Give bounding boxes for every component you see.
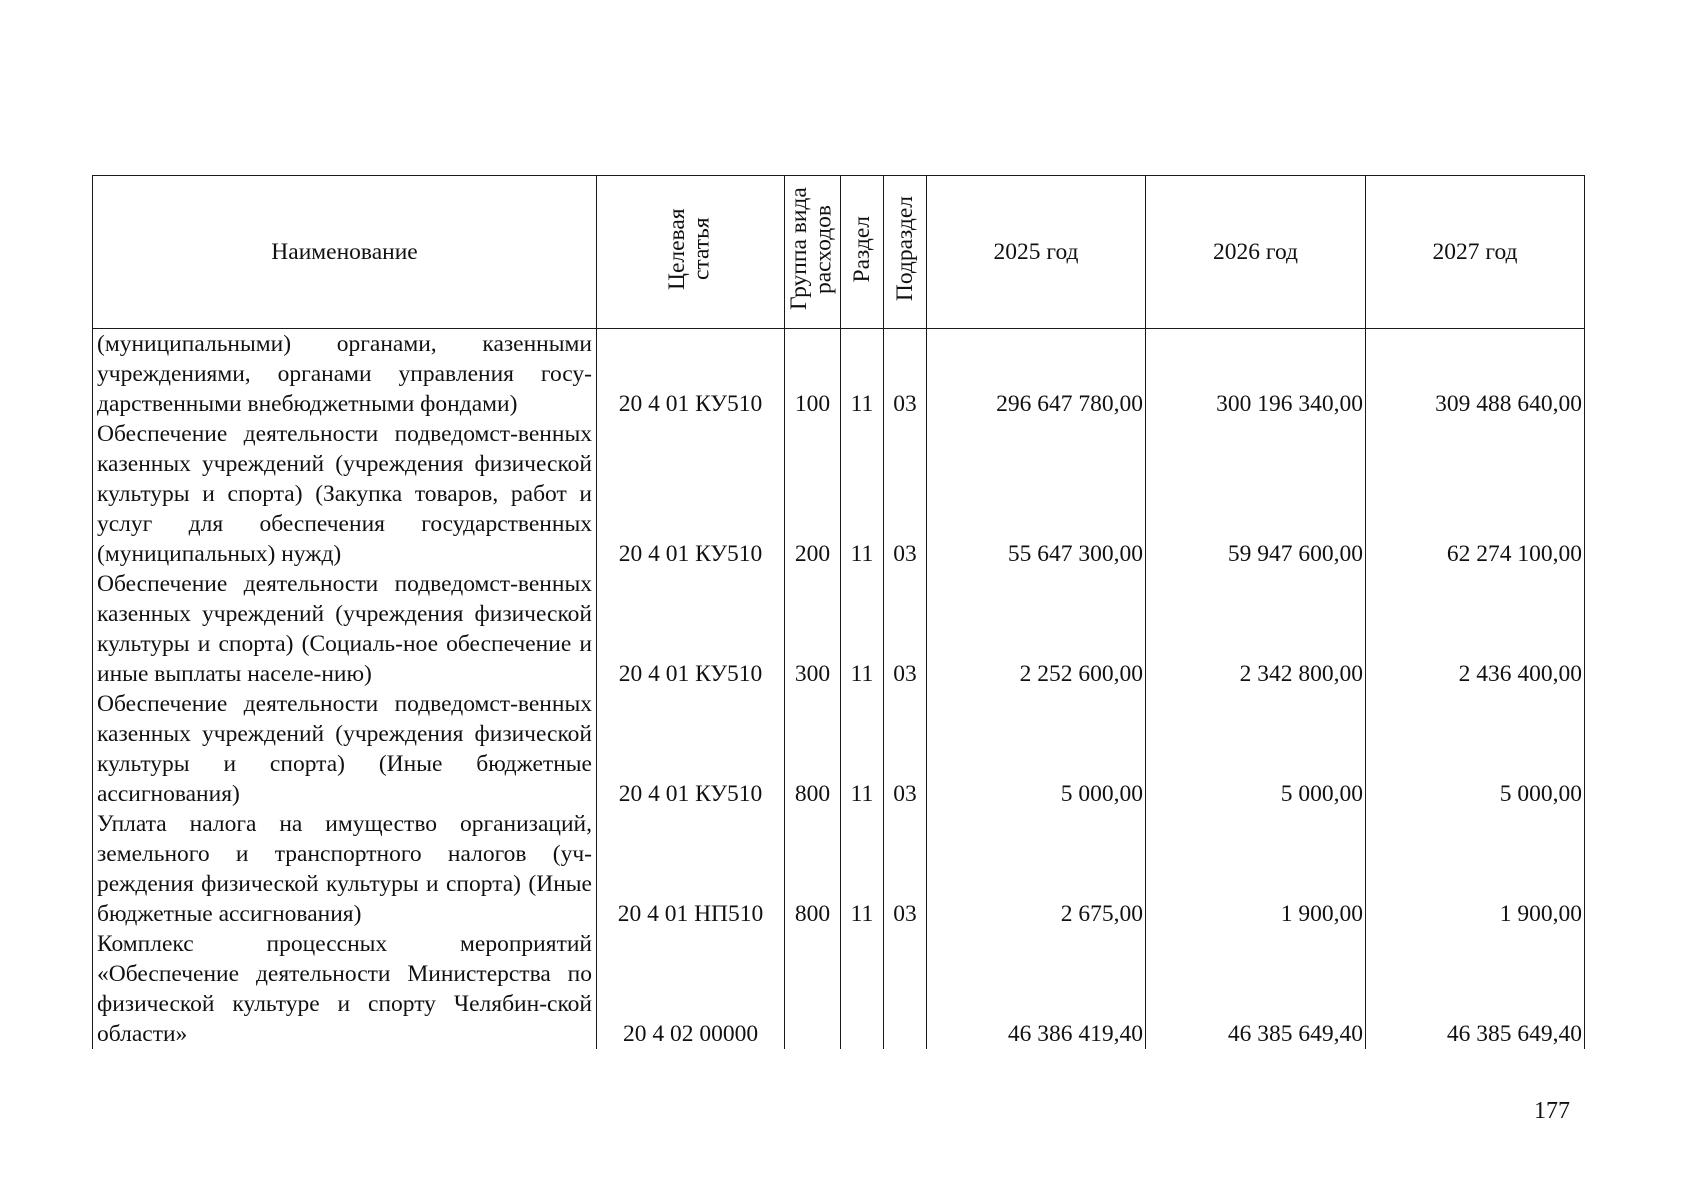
row-name: Обеспечение деятельности подведомст-венных казенных учреждений (учреждения физической культуры и спорта) (Социаль-ное обеспечение и иные выплаты населе-нию) bbox=[93, 569, 597, 689]
row-amount-2027: 2 436 400,00 bbox=[1366, 569, 1585, 689]
budget-table bbox=[92, 175, 1585, 1049]
row-expense-group bbox=[785, 929, 841, 1049]
row-expense-group: 200 bbox=[785, 419, 841, 569]
row-target-article: 20 4 01 КУ510 bbox=[597, 328, 785, 419]
header-name: Наименование bbox=[93, 176, 597, 329]
header-section: Раздел bbox=[841, 176, 884, 329]
row-target-article: 20 4 01 КУ510 bbox=[597, 419, 785, 569]
row-expense-group: 800 bbox=[785, 689, 841, 809]
row-amount-2026: 2 342 800,00 bbox=[1146, 569, 1366, 689]
row-amount-2026: 46 385 649,40 bbox=[1146, 929, 1366, 1049]
row-amount-2025: 296 647 780,00 bbox=[927, 328, 1146, 419]
row-name: Обеспечение деятельности подведомст-венных казенных учреждений (учреждения физической культуры и спорта) (Закупка товаров, работ и услуг для обеспечения государственных (муниципальных) нужд) bbox=[93, 419, 597, 569]
row-target-article: 20 4 01 КУ510 bbox=[597, 689, 785, 809]
row-name: Уплата налога на имущество организаций, земельного и транспортного налогов (уч-реждения физической культуры и спорта) (Иные бюджетные ассигнования) bbox=[93, 809, 597, 929]
row-section: 11 bbox=[841, 809, 884, 929]
row-amount-2025: 2 252 600,00 bbox=[927, 569, 1146, 689]
row-target-article: 20 4 01 НП510 bbox=[597, 809, 785, 929]
table-row bbox=[93, 569, 1585, 689]
row-expense-group: 100 bbox=[785, 328, 841, 419]
row-subsection: 03 bbox=[884, 569, 927, 689]
row-amount-2026: 59 947 600,00 bbox=[1146, 419, 1366, 569]
table-header-row bbox=[93, 176, 1585, 329]
table-body bbox=[93, 328, 1585, 1049]
row-target-article: 20 4 01 КУ510 bbox=[597, 569, 785, 689]
row-amount-2026: 300 196 340,00 bbox=[1146, 328, 1366, 419]
row-subsection: 03 bbox=[884, 328, 927, 419]
header-subsection: Подраздел bbox=[884, 176, 927, 329]
row-section: 11 bbox=[841, 689, 884, 809]
row-amount-2026: 1 900,00 bbox=[1146, 809, 1366, 929]
row-amount-2025: 46 386 419,40 bbox=[927, 929, 1146, 1049]
table-row bbox=[93, 929, 1585, 1049]
page-number: 177 bbox=[1534, 1098, 1570, 1124]
row-subsection: 03 bbox=[884, 689, 927, 809]
row-section: 11 bbox=[841, 569, 884, 689]
row-subsection bbox=[884, 929, 927, 1049]
row-subsection: 03 bbox=[884, 809, 927, 929]
row-target-article: 20 4 02 00000 bbox=[597, 929, 785, 1049]
table-row bbox=[93, 809, 1585, 929]
row-amount-2025: 55 647 300,00 bbox=[927, 419, 1146, 569]
row-amount-2027: 46 385 649,40 bbox=[1366, 929, 1585, 1049]
header-target-article: Целевая статья bbox=[597, 176, 785, 329]
row-expense-group: 300 bbox=[785, 569, 841, 689]
row-amount-2025: 2 675,00 bbox=[927, 809, 1146, 929]
header-expense-group: Группа вида расходов bbox=[785, 176, 841, 329]
row-subsection: 03 bbox=[884, 419, 927, 569]
row-name: Обеспечение деятельности подведомст-венных казенных учреждений (учреждения физической культуры и спорта) (Иные бюджетные ассигнования) bbox=[93, 689, 597, 809]
header-2025: 2025 год bbox=[927, 176, 1146, 329]
table-row bbox=[93, 328, 1585, 419]
row-section: 11 bbox=[841, 419, 884, 569]
row-name: (муниципальными) органами, казенными учреждениями, органами управления госу-дарственными внебюджетными фондами) bbox=[93, 328, 597, 419]
table-row bbox=[93, 689, 1585, 809]
row-amount-2027: 5 000,00 bbox=[1366, 689, 1585, 809]
row-amount-2027: 309 488 640,00 bbox=[1366, 328, 1585, 419]
header-2026: 2026 год bbox=[1146, 176, 1366, 329]
header-2027: 2027 год bbox=[1366, 176, 1585, 329]
row-expense-group: 800 bbox=[785, 809, 841, 929]
row-amount-2027: 1 900,00 bbox=[1366, 809, 1585, 929]
row-section: 11 bbox=[841, 328, 884, 419]
row-section bbox=[841, 929, 884, 1049]
row-amount-2026: 5 000,00 bbox=[1146, 689, 1366, 809]
row-name: Комплекс процессных мероприятий «Обеспечение деятельности Министерства по физической культуре и спорту Челябин-ской области» bbox=[93, 929, 597, 1049]
row-amount-2025: 5 000,00 bbox=[927, 689, 1146, 809]
table-row bbox=[93, 419, 1585, 569]
row-amount-2027: 62 274 100,00 bbox=[1366, 419, 1585, 569]
